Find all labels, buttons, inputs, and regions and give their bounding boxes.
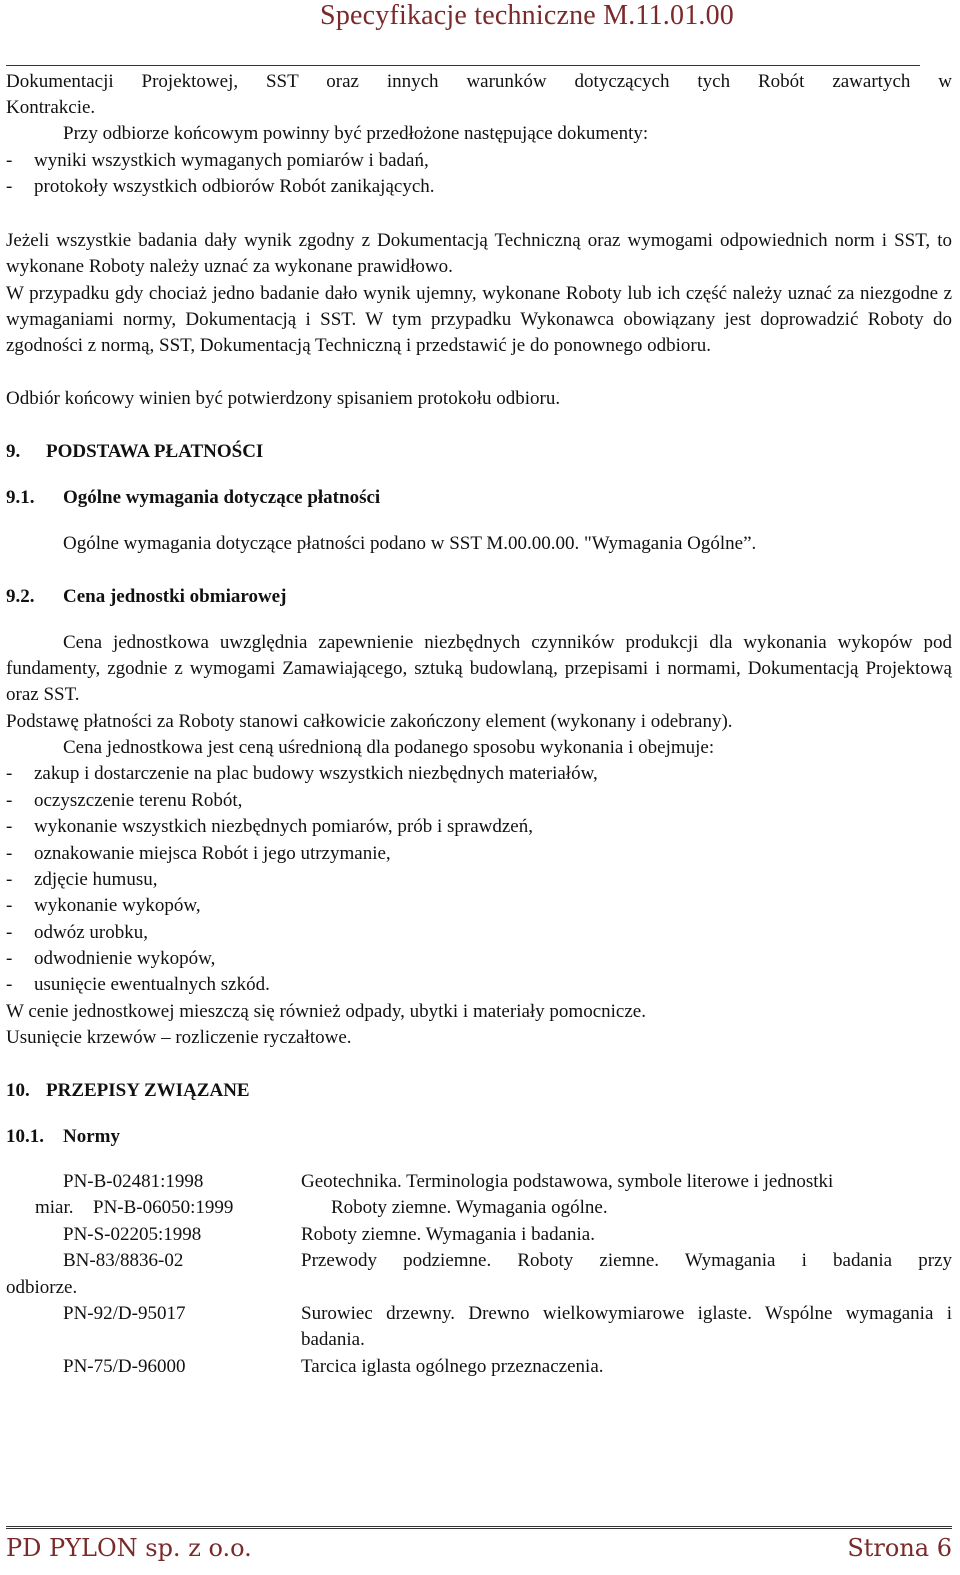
footer-divider (6, 1526, 952, 1529)
norm-code: PN-S-02205:1998 (63, 1224, 202, 1245)
acceptance-paragraph-1: Jeżeli wszystkie badania dały wynik zgodny z Dokumentacją Techniczną oraz wymogami odpowiednich norm i SST, to wykonane Roboty należy uznać za wykonane prawidłowo. (6, 230, 952, 278)
section-10-1-title: Normy (63, 1126, 120, 1147)
intro-line-1: Dokumentacji Projektowej, SST oraz innych warunków dotyczących tych Robót zawartych w (6, 71, 952, 92)
section-9-2-paragraph-3: Cena jednostkowa jest ceną uśrednioną dla podanego sposobu wykonania i obejmuje: (63, 737, 715, 758)
footer-company: PD PYLON sp. z o.o. (6, 1534, 252, 1562)
section-9-number: 9. (6, 441, 21, 462)
section-9-2-paragraph-1: Cena jednostkowa uwzględnia zapewnienie niezbędnych czynników produkcji dla wykonania wykopów pod fundamenty, zgodnie z wymogami Zamawiającego, sztuką budowlaną, przepisami i normami, Dokumentacją Projektową oraz SST. (6, 632, 952, 706)
section-9-2-number: 9.2. (6, 586, 35, 607)
norm-code: PN-92/D-95017 (63, 1303, 186, 1324)
norm-description: Przewody podziemne. Roboty ziemne. Wymagania i badania przy (301, 1250, 952, 1271)
section-9-title: PODSTAWA PŁATNOŚCI (46, 441, 264, 462)
list-item: - oznakowanie miejsca Robót i jego utrzymanie, (6, 843, 391, 864)
acceptance-paragraph-2: W przypadku gdy chociaż jedno badanie dało wynik ujemny, wykonane Roboty lub ich część należy uznać za niezgodne z wymaganiami normy, Dokumentacją i SST. W tym przypadku Wykonawca obowiązany jest doprowadzić Roboty do zgodności z normą, SST, Dokumentacją Techniczną i przedstawić je do ponownego odbioru. (6, 283, 952, 357)
list-item: - zakup i dostarczenie na plac budowy wszystkich niezbędnych materiałów, (6, 763, 598, 784)
norm-code: BN-83/8836-02 (63, 1250, 184, 1271)
norm-description: Geotechnika. Terminologia podstawowa, symbole literowe i jednostki (301, 1171, 834, 1192)
footer-page-number: Strona 6 (847, 1534, 952, 1562)
section-10-number: 10. (6, 1080, 30, 1101)
section-9-1-number: 9.1. (6, 487, 35, 508)
norm-code: PN-75/D-96000 (63, 1356, 186, 1377)
list-item: - zdjęcie humusu, (6, 869, 158, 890)
section-9-2-paragraph-2: Podstawę płatności za Roboty stanowi całkowicie zakończony element (wykonany i odebrany). (6, 711, 733, 732)
list-item: - odwóz urobku, (6, 922, 148, 943)
norm-description: Tarcica iglasta ogólnego przeznaczenia. (301, 1356, 604, 1377)
header-divider (6, 65, 920, 66)
list-item: - wykonanie wykopów, (6, 895, 201, 916)
section-9-1-title: Ogólne wymagania dotyczące płatności (63, 487, 381, 508)
section-9-2-title: Cena jednostki obmiarowej (63, 586, 287, 607)
section-9-2-paragraph-4: W cenie jednostkowej mieszczą się również odpady, ubytki i materiały pomocnicze. (6, 1001, 646, 1022)
section-9-2-paragraph-5: Usunięcie krzewów – rozliczenie ryczałtowe. (6, 1027, 352, 1048)
list-item: - oczyszczenie terenu Robót, (6, 790, 243, 811)
section-9-1-text: Ogólne wymagania dotyczące płatności podano w SST M.00.00.00. "Wymagania Ogólne”. (63, 533, 757, 554)
norm-description: Roboty ziemne. Wymagania ogólne. (331, 1197, 608, 1218)
section-10-1-number: 10.1. (6, 1126, 44, 1147)
page-header-title: Specyfikacje techniczne M.11.01.00 (320, 0, 734, 31)
section-10-title: PRZEPISY ZWIĄZANE (46, 1080, 250, 1101)
list-item: - wyniki wszystkich wymaganych pomiarów i badań, (6, 150, 429, 171)
intro-line-3: Przy odbiorze końcowym powinny być przedłożone następujące dokumenty: (63, 123, 649, 144)
acceptance-paragraph-3: Odbiór końcowy winien być potwierdzony spisaniem protokołu odbioru. (6, 388, 561, 409)
norm-description: Surowiec drzewny. Drewno wielkowymiarowe iglaste. Wspólne wymagania i badania. (301, 1303, 952, 1351)
intro-line-2: Kontrakcie. (6, 97, 96, 118)
list-item: - usunięcie ewentualnych szkód. (6, 974, 270, 995)
list-item: - wykonanie wszystkich niezbędnych pomiarów, prób i sprawdzeń, (6, 816, 533, 837)
list-item: - protokoły wszystkich odbiorów Robót zanikających. (6, 176, 435, 197)
norm-description-continuation: odbiorze. (6, 1277, 78, 1298)
norm-code: PN-B-02481:1998 (63, 1171, 204, 1192)
norm-code: PN-B-06050:1999 (93, 1197, 234, 1218)
list-item: - odwodnienie wykopów, (6, 948, 216, 969)
norm-prefix: miar. (35, 1197, 74, 1218)
norm-description: Roboty ziemne. Wymagania i badania. (301, 1224, 595, 1245)
